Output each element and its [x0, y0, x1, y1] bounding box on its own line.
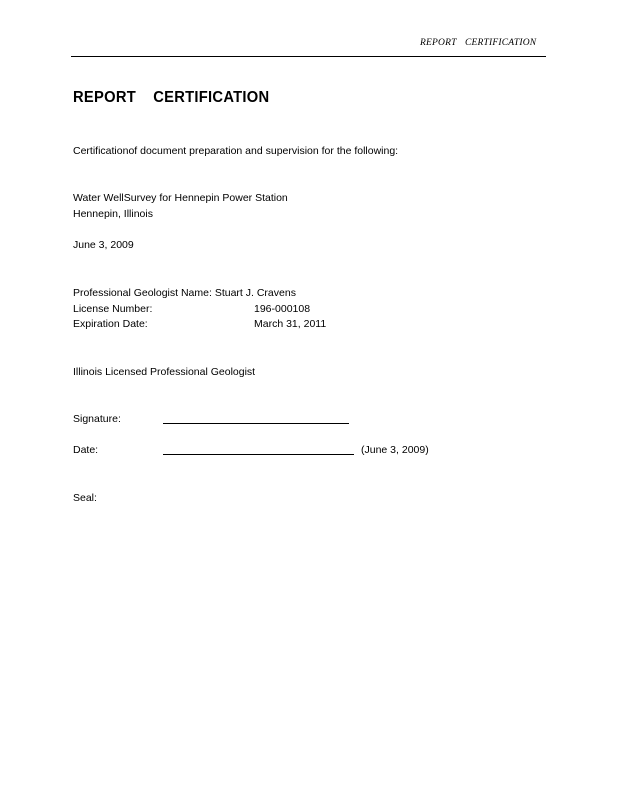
- geologist-name-label: [73, 286, 296, 300]
- license-label: License Number:: [73, 303, 153, 315]
- geologist-label: Professional Geologist Name:: [73, 287, 212, 299]
- date-line: [163, 454, 354, 455]
- expiration-date: March 31, 2011: [254, 318, 327, 330]
- intro-text: Certificationof document preparation and supervision for the following:: [73, 145, 399, 157]
- seal-label: Seal:: [73, 492, 97, 504]
- document-title: REPORT CERTIFICATION: [73, 89, 270, 106]
- report-date: June 3, 2009: [73, 239, 134, 251]
- licensed-geologist-line: Illinois Licensed Professional Geologist: [73, 366, 256, 378]
- geologist-name: Stuart J. Cravens: [214, 287, 296, 299]
- header-rule: [71, 56, 546, 57]
- project-name: Water WellSurvey for Hennepin Power Station: [73, 192, 288, 204]
- project-location: Hennepin, Illinois: [73, 208, 153, 220]
- signature-label: Signature:: [73, 413, 121, 425]
- license-number: 196-000108: [254, 303, 311, 315]
- running-header: REPORT CERTIFICATION: [420, 38, 537, 48]
- signature-date: (June 3, 2009): [361, 444, 429, 456]
- date-label: Date:: [73, 444, 99, 456]
- expiration-label: Expiration Date:: [73, 318, 148, 330]
- signature-line: [163, 423, 349, 424]
